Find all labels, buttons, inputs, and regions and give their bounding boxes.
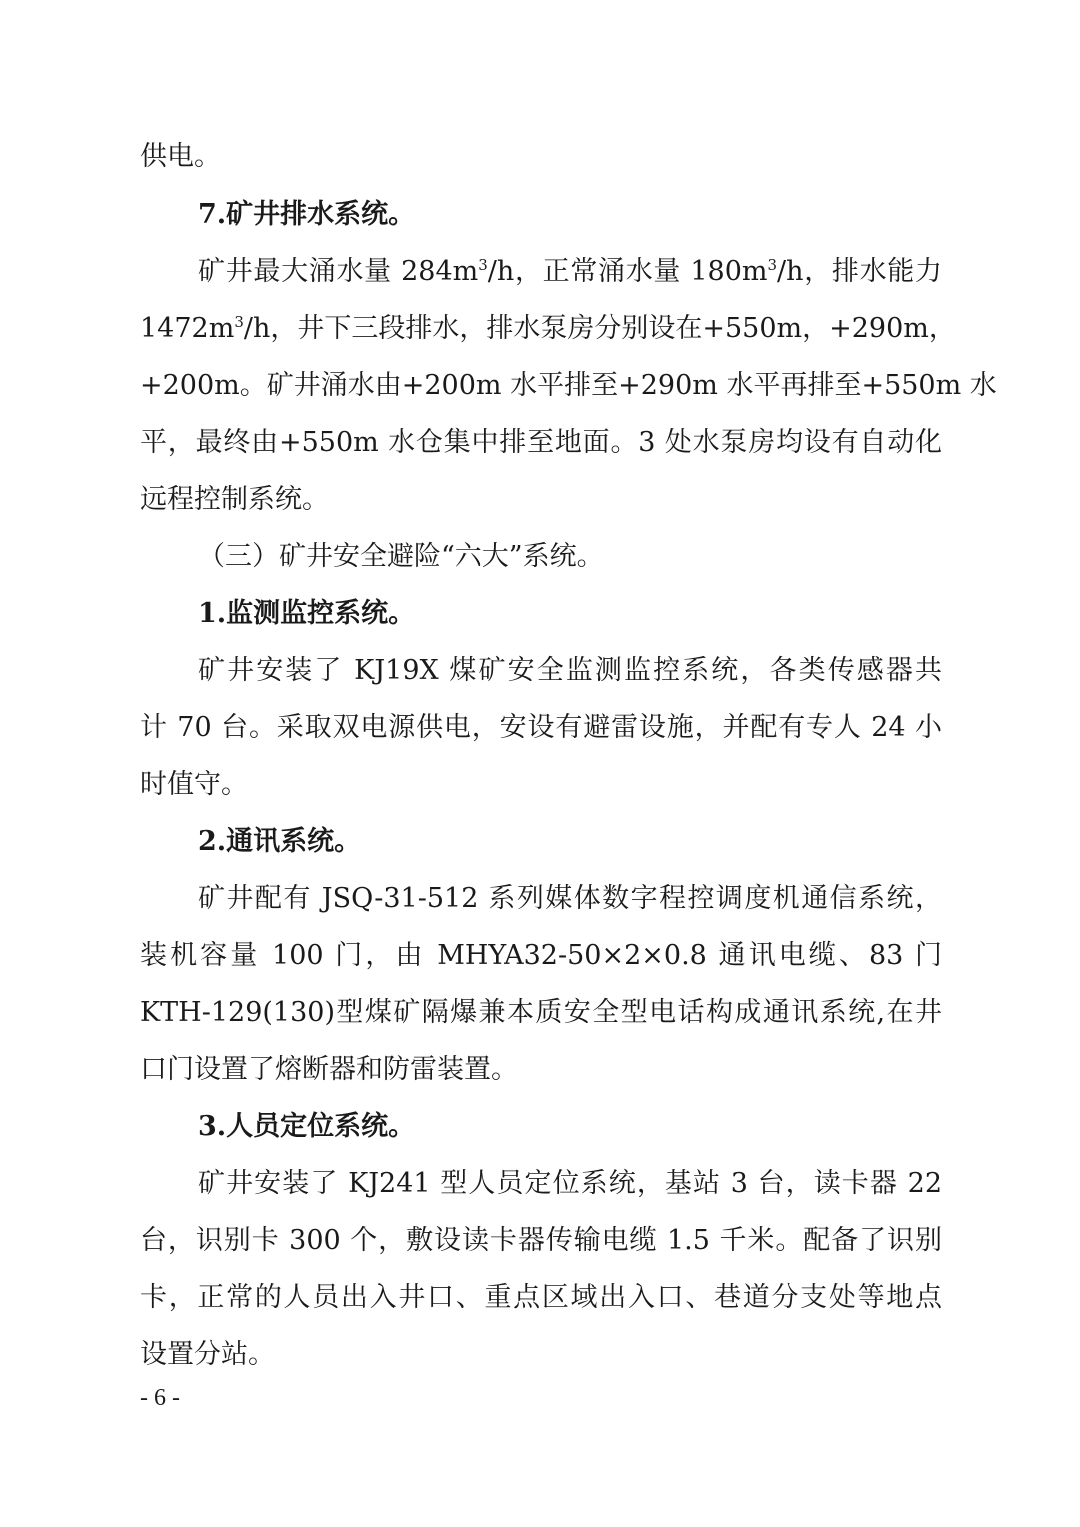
- text-line: 供电。: [140, 141, 221, 172]
- text-line: 台，识别卡 300 个，敷设读卡器传输电缆 1.5 千米。配备了识别: [140, 1225, 942, 1256]
- text-segment: /h，井下三段排水，排水泵房分别设在+550m，+290m，: [243, 313, 956, 344]
- section-heading: 2.通讯系统。: [198, 826, 362, 857]
- text-line: KTH-129(130)型煤矿隔爆兼本质安全型电话构成通讯系统,在井: [140, 997, 942, 1028]
- text-line: 平，最终由+550m 水仓集中排至地面。3 处水泵房均设有自动化: [140, 427, 942, 458]
- text-line: 矿井安装了 KJ19X 煤矿安全监测监控系统，各类传感器共: [198, 655, 942, 686]
- section-heading: 7.矿井排水系统。: [198, 199, 416, 230]
- text-segment: 矿井最大涌水量 284m: [198, 256, 479, 287]
- text-line: 远程控制系统。: [140, 484, 329, 515]
- text-line: +200m。矿井涌水由+200m 水平排至+290m 水平再排至+550m 水: [140, 370, 997, 401]
- text-line: 矿井安装了 KJ241 型人员定位系统，基站 3 台，读卡器 22: [198, 1168, 942, 1199]
- superscript: 3: [478, 256, 488, 274]
- text-line: 矿井配有 JSQ-31-512 系列媒体数字程控调度机通信系统，: [198, 883, 942, 914]
- text-segment: /h，正常涌水量 180m: [487, 256, 768, 287]
- text-segment: 1472m: [140, 313, 235, 344]
- text-line: [140, 309, 956, 349]
- text-line: 计 70 台。采取双电源供电，安设有避雷设施，并配有专人 24 小: [140, 712, 942, 743]
- section-heading: （三）矿井安全避险“六大”系统。: [198, 541, 604, 572]
- text-segment: /h，排水能力: [777, 256, 942, 287]
- text-line: 时值守。: [140, 769, 248, 800]
- text-line: 设置分站。: [140, 1339, 275, 1370]
- superscript: 3: [767, 256, 778, 274]
- section-heading: 3.人员定位系统。: [198, 1111, 416, 1142]
- text-line: 装机容量 100 门，由 MHYA32-50×2×0.8 通讯电缆、83 门: [140, 940, 942, 971]
- text-line: 卡，正常的人员出入井口、重点区域出入口、巷道分支处等地点: [140, 1282, 942, 1313]
- superscript: 3: [234, 313, 244, 331]
- text-line: 口门设置了熔断器和防雷装置。: [140, 1054, 518, 1085]
- section-heading: 1.监测监控系统。: [198, 598, 416, 629]
- page-number: - 6 -: [140, 1385, 180, 1411]
- text-line: [198, 252, 942, 292]
